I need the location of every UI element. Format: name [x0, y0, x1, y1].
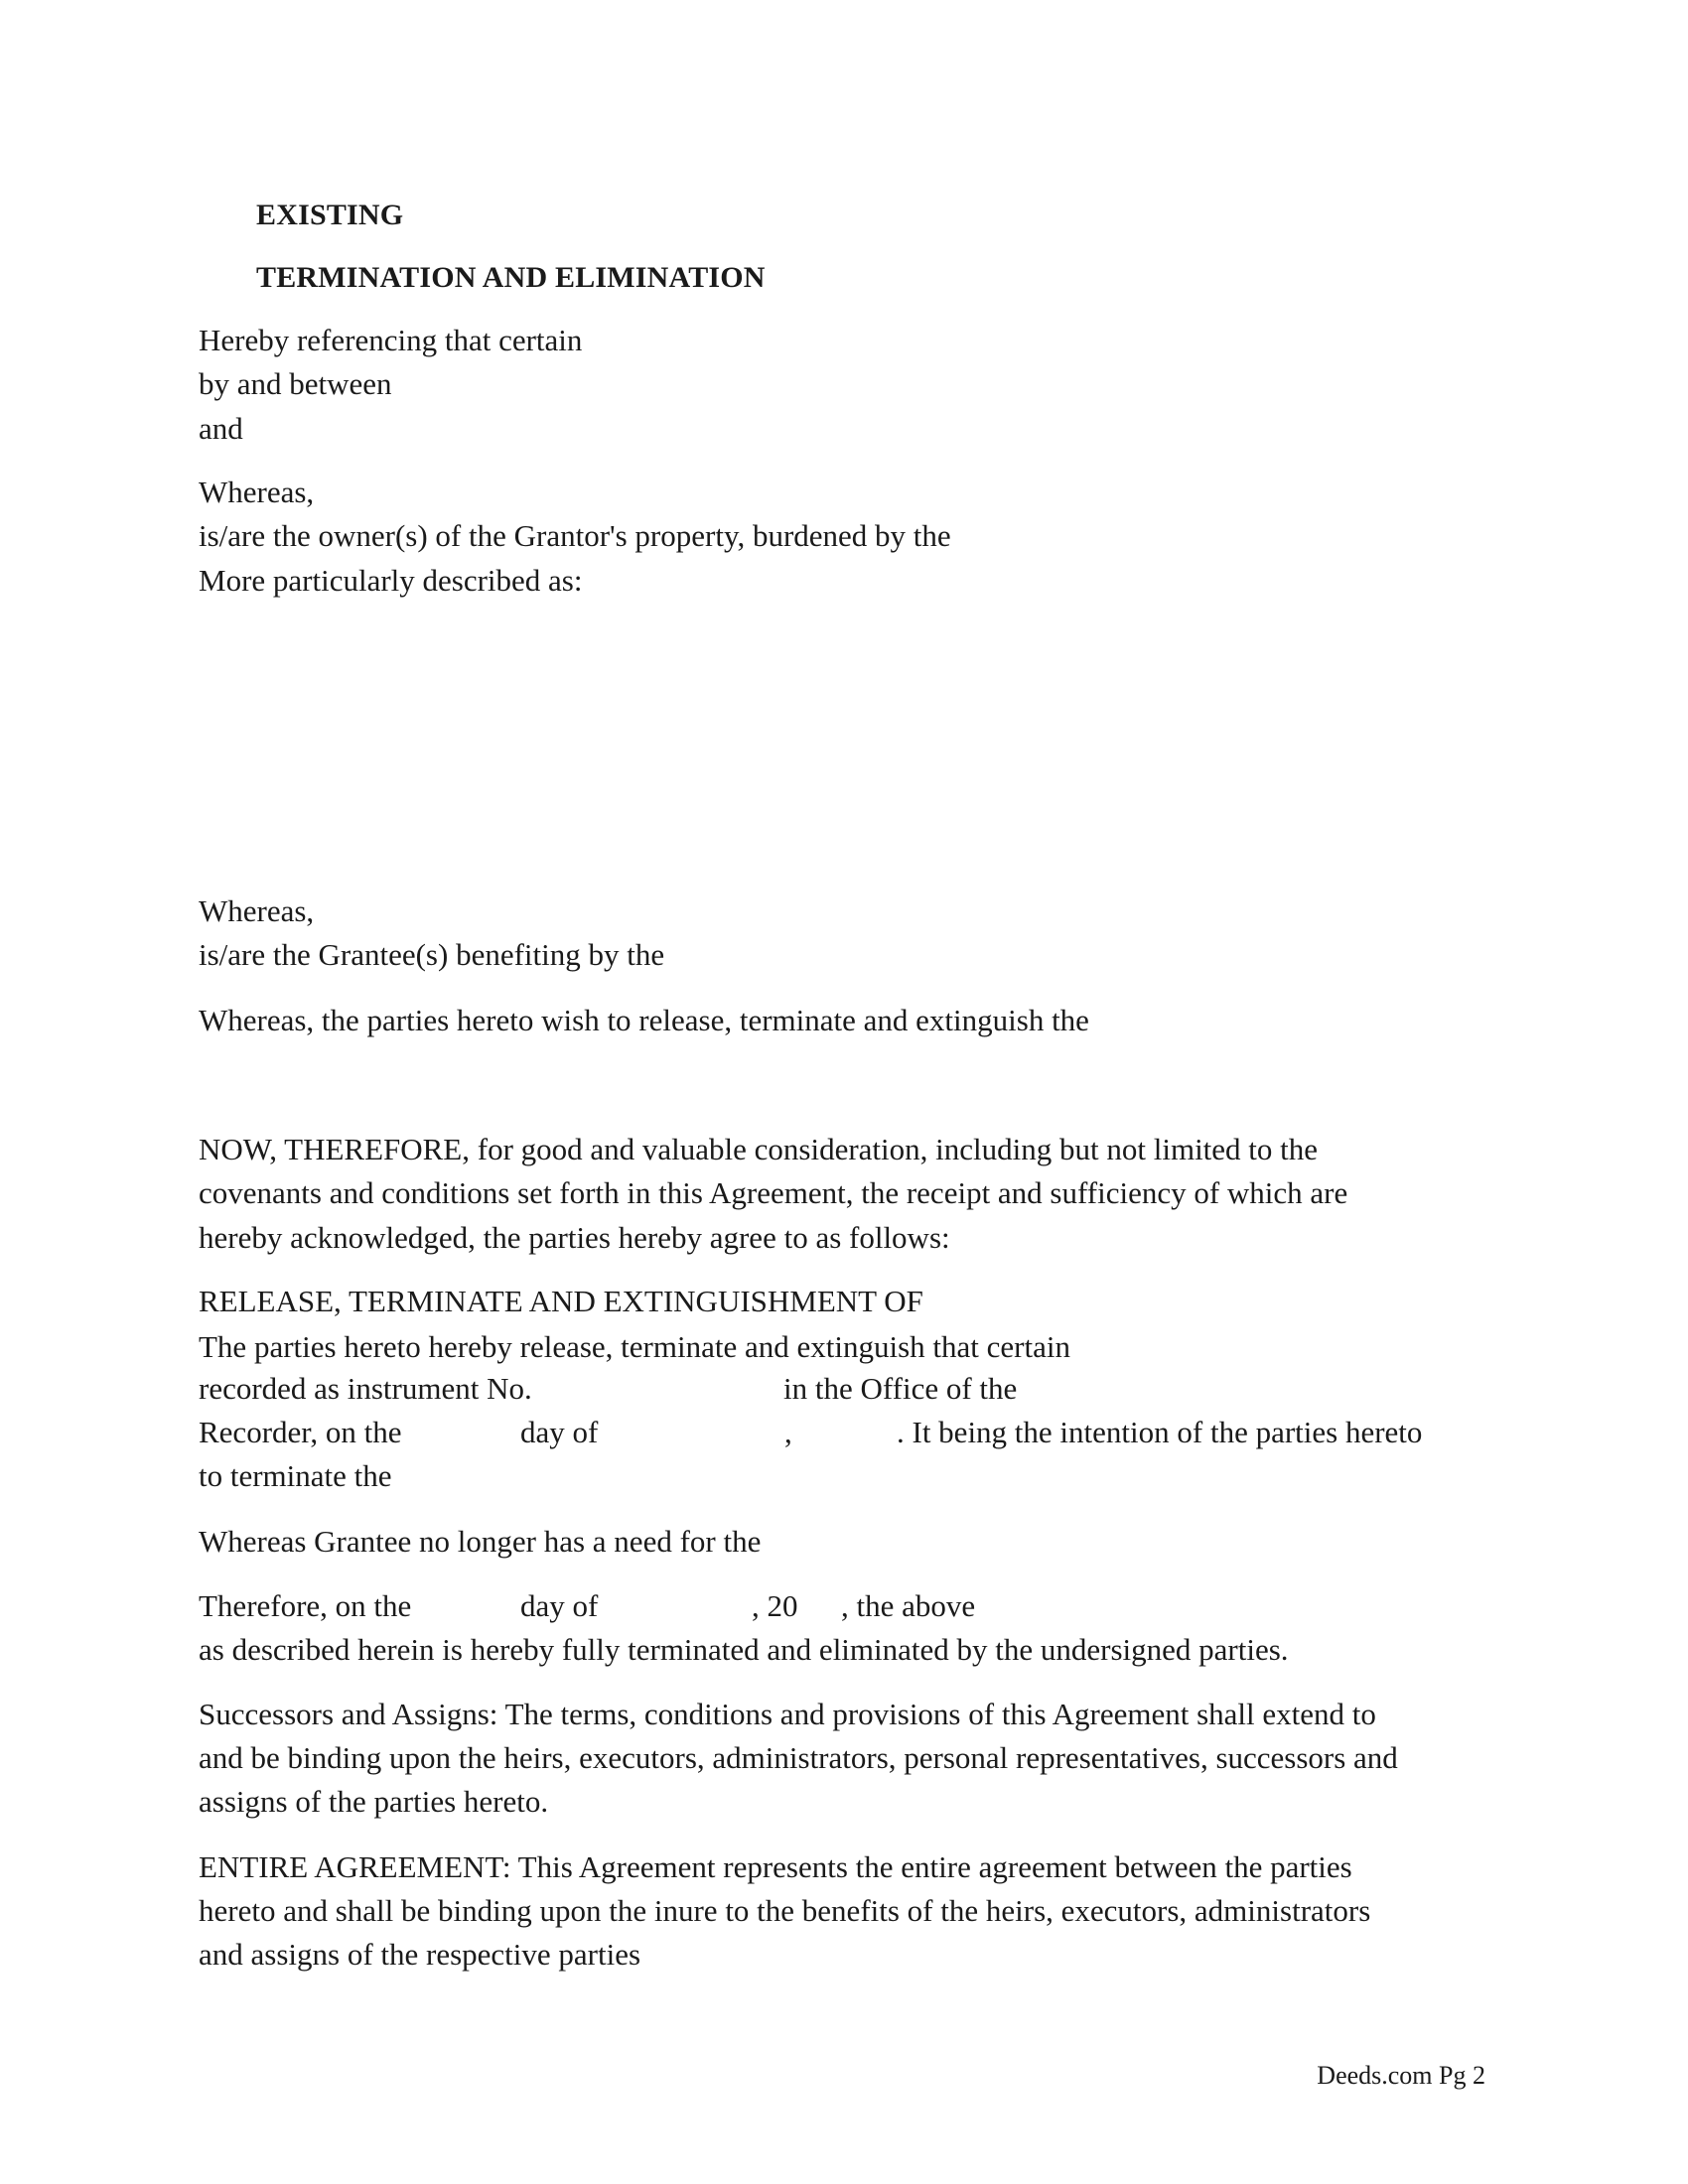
reference-line-2: by and between [199, 366, 392, 401]
whereas-grantee-line-2: is/are the Grantee(s) benefiting by the [199, 937, 665, 972]
successors-line-1: Successors and Assigns: The terms, conditions and provisions of this Agreement shall extend to [199, 1697, 1376, 1731]
entire-agreement-line-2: hereto and shall be binding upon the inure to the benefits of the heirs, executors, administrators [199, 1893, 1371, 1928]
therefore-part-1: Therefore, on the [199, 1588, 412, 1623]
therefore-part-4: , the above [841, 1588, 976, 1623]
release-section-title: RELEASE, TERMINATE AND EXTINGUISHMENT OF [199, 1284, 923, 1318]
whereas-owner-line-2: is/are the owner(s) of the Grantor's property, burdened by the [199, 518, 951, 553]
heading-existing: EXISTING [256, 199, 404, 231]
successors-line-2: and be binding upon the heirs, executors, administrators, personal representatives, successors and [199, 1740, 1398, 1775]
release-line-1: The parties hereto hereby release, terminate and extinguish that certain [199, 1329, 1070, 1364]
whereas-owner-line-1: Whereas, [199, 475, 315, 509]
heading-termination: TERMINATION AND ELIMINATION [256, 261, 766, 294]
entire-agreement-line-3: and assigns of the respective parties [199, 1937, 641, 1972]
release-line-3d: . It being the intention of the parties hereto [897, 1415, 1423, 1449]
whereas-need-line: Whereas Grantee no longer has a need for the [199, 1524, 762, 1559]
now-therefore-line-2: covenants and conditions set forth in this Agreement, the receipt and sufficiency of which are [199, 1175, 1348, 1210]
reference-line-1: Hereby referencing that certain [199, 323, 583, 357]
therefore-part-2: day of [520, 1588, 599, 1623]
therefore-line-2: as described herein is hereby fully terminated and eliminated by the undersigned parties. [199, 1632, 1289, 1667]
release-line-2b: in the Office of the [783, 1371, 1018, 1406]
whereas-grantee-line-1: Whereas, [199, 893, 315, 928]
reference-line-3: and [199, 411, 243, 446]
release-line-3c: , [784, 1415, 792, 1449]
successors-line-3: assigns of the parties hereto. [199, 1784, 549, 1819]
release-line-3b: day of [520, 1415, 599, 1449]
entire-agreement-line-1: ENTIRE AGREEMENT: This Agreement represents the entire agreement between the parties [199, 1849, 1352, 1884]
therefore-part-3: , 20 [752, 1588, 798, 1623]
now-therefore-line-3: hereby acknowledged, the parties hereby agree to as follows: [199, 1220, 950, 1255]
release-line-4: to terminate the [199, 1458, 392, 1493]
whereas-owner-line-3: More particularly described as: [199, 563, 583, 598]
now-therefore-line-1: NOW, THEREFORE, for good and valuable consideration, including but not limited to the [199, 1132, 1319, 1166]
release-line-3a: Recorder, on the [199, 1415, 402, 1449]
release-line-2a: recorded as instrument No. [199, 1371, 532, 1406]
whereas-release-line: Whereas, the parties hereto wish to release, terminate and extinguish the [199, 1003, 1089, 1037]
page-footer: Deeds.com Pg 2 [1317, 2061, 1485, 2090]
